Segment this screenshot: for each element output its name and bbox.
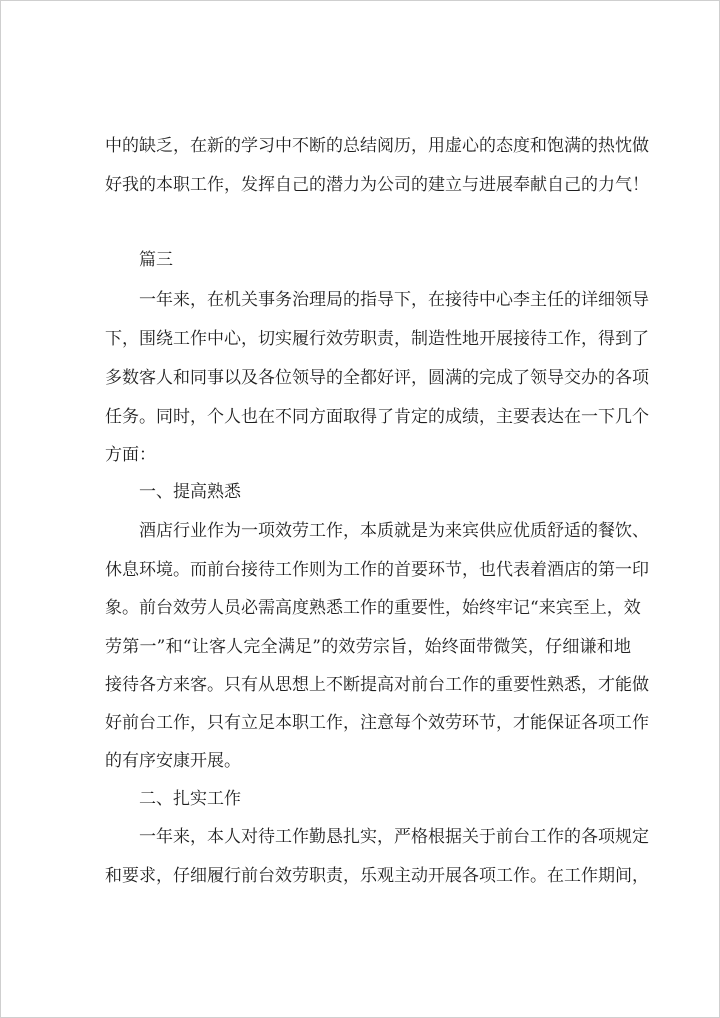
text-line: 接待各方来客。只有从思想上不断提高对前台工作的重要性熟悉，才能做	[105, 675, 649, 695]
text-line: 休息环境。而前台接待工作则为工作的首要环节，也代表着酒店的第一印	[105, 560, 649, 580]
paragraph-first-line: 一年来，在机关事务治理局的指导下，在接待中心李主任的详细领导	[139, 290, 649, 310]
text-line: 的有序安康开展。	[105, 751, 241, 771]
paragraph-first-line: 一年来，本人对待工作勤恳扎实，严格根据关于前台工作的各项规定	[139, 827, 649, 847]
subsection-heading: 二、扎实工作	[139, 789, 241, 809]
text-line: 下，围绕工作中心，切实履行效劳职责，制造性地开展接待工作，得到了	[105, 329, 649, 349]
text-line: 和要求，仔细履行前台效劳职责，乐观主动开展各项工作。在工作期间，	[105, 866, 649, 886]
text-line: 多数客人和同事以及各位领导的全都好评，圆满的完成了领导交办的各项	[105, 368, 649, 388]
paragraph-first-line: 酒店行业作为一项效劳工作，本质就是为来宾供应优质舒适的餐饮、	[139, 521, 649, 541]
text-line: 任务。同时，个人也在不同方面取得了肯定的成绩，主要表达在一下几个	[105, 407, 649, 427]
subsection-heading: 一、提高熟悉	[139, 482, 241, 502]
text-line: 象。前台效劳人员必需高度熟悉工作的重要性，始终牢记“来宾至上，效	[105, 598, 641, 618]
text-line: 中的缺乏，在新的学习中不断的总结阅历，用虚心的态度和饱满的热忱做	[105, 136, 649, 156]
text-line: 方面：	[105, 445, 156, 465]
text-line: 好前台工作，只有立足本职工作，注意每个效劳环节，才能保证各项工作	[105, 713, 649, 733]
text-line: 好我的本职工作，发挥自己的潜力为公司的建立与进展奉献自己的力气！	[105, 175, 649, 195]
text-line: 劳第一”和“让客人完全满足”的效劳宗旨，始终面带微笑，仔细谦和地	[105, 637, 631, 657]
section-heading: 篇三	[139, 250, 173, 270]
